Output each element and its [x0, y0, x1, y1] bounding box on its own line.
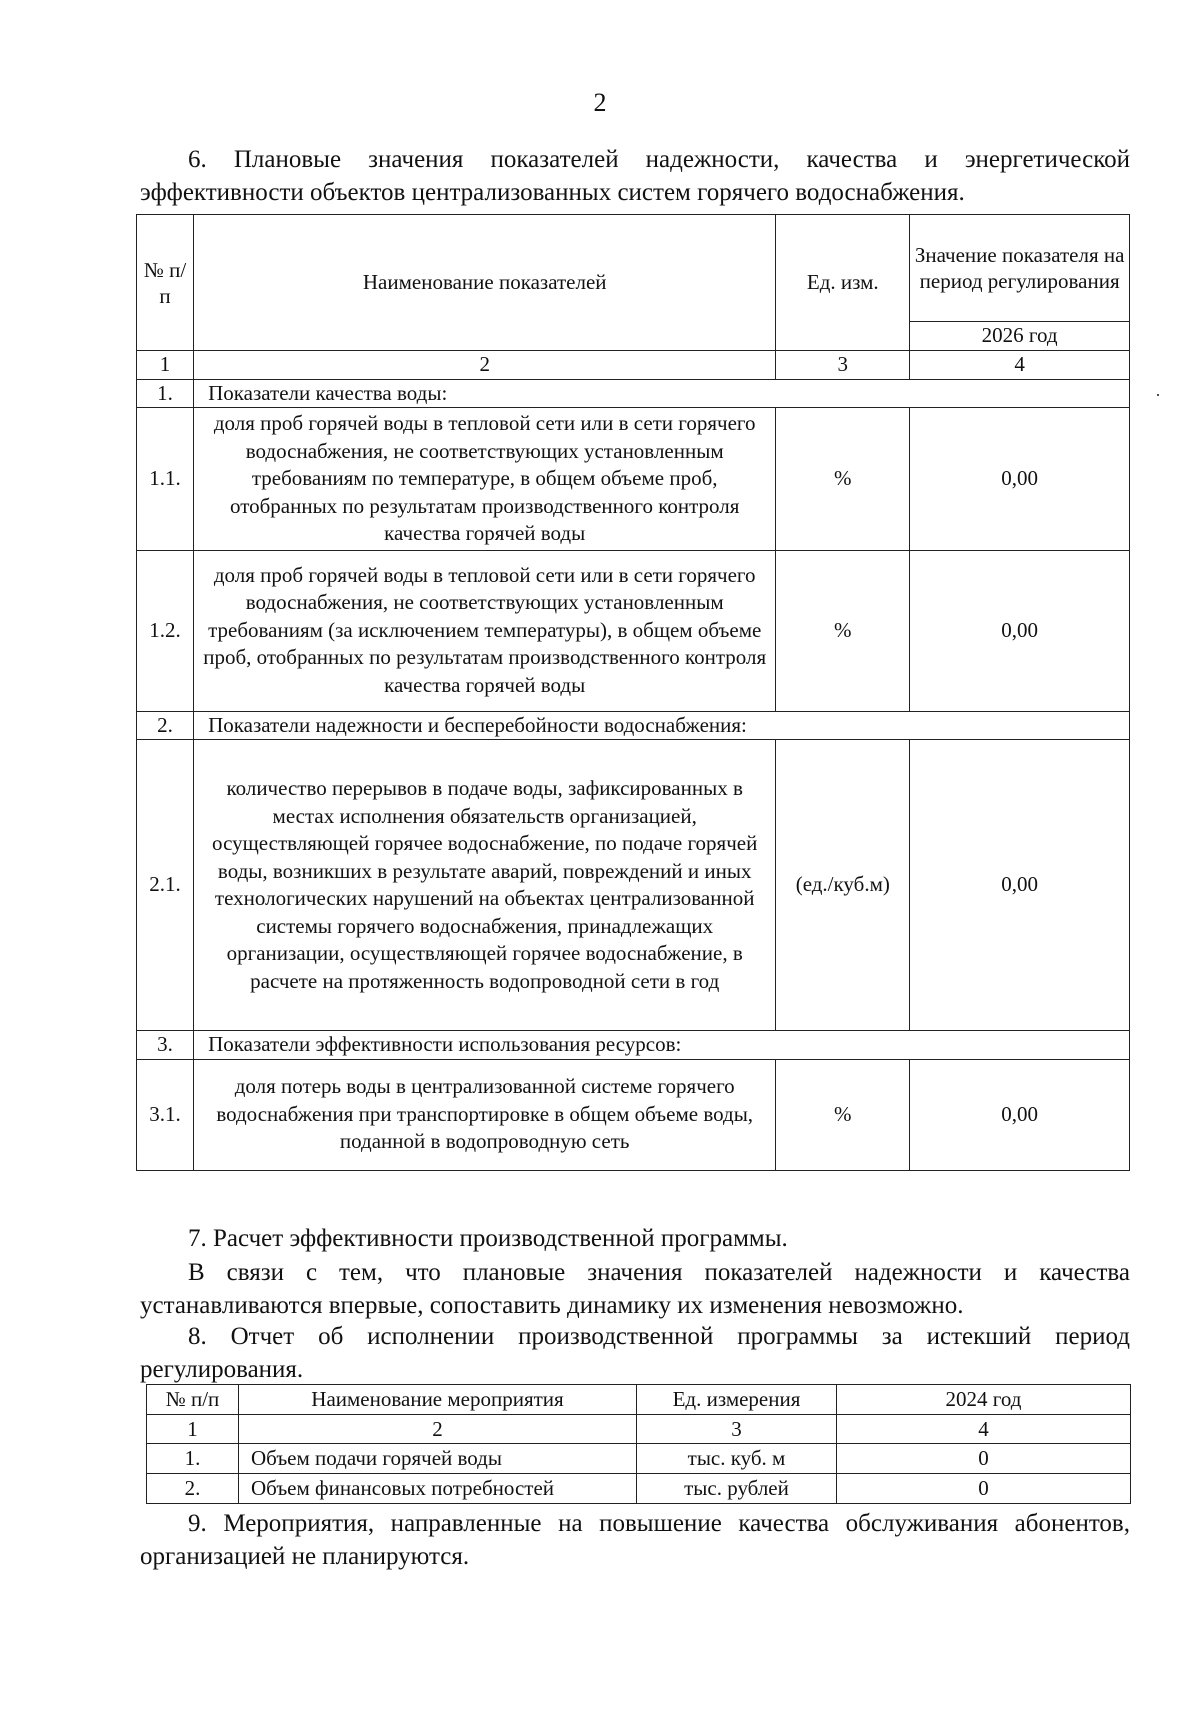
table-row [147, 1474, 1131, 1504]
indicator-description: доля проб горячей воды в тепловой сети или в сети горячего водоснабжения, не соответствующих установленным требованиям по температуре, в общем объеме проб, отобранных по результатам производственного контроля качества горячей воды [194, 408, 776, 551]
colnum: 2 [239, 1415, 637, 1444]
row-number: 1.1. [137, 408, 194, 551]
header-year: 2026 год [910, 321, 1130, 350]
activity-value: 0 [837, 1474, 1131, 1504]
column-numbers-row [147, 1415, 1131, 1444]
report-table [146, 1384, 1131, 1504]
scan-speck: · [1155, 385, 1161, 405]
section-7-text: В связи с тем, что плановые значения показателей надежности и качества устанавливаются впервые, сопоставить динамику их изменения невозможно. [140, 1259, 1130, 1319]
section-title: Показатели надежности и бесперебойности водоснабжения: [194, 711, 1130, 740]
activity-unit: тыс. куб. м [637, 1444, 837, 1474]
section-title: Показатели качества воды: [194, 379, 1130, 408]
table-row [137, 711, 1130, 740]
indicator-value: 0,00 [910, 740, 1130, 1031]
indicator-unit: (ед./куб.м) [776, 740, 910, 1031]
row-number: 3. [137, 1031, 194, 1060]
column-numbers-row [137, 351, 1130, 380]
colnum: 4 [837, 1415, 1131, 1444]
table-row [137, 550, 1130, 711]
section-title: Показатели эффективности использования ресурсов: [194, 1031, 1130, 1060]
colnum: 3 [776, 351, 910, 380]
colnum: 2 [194, 351, 776, 380]
indicator-value: 0,00 [910, 1059, 1130, 1170]
header-value: Значение показателя на период регулирования [910, 215, 1130, 322]
indicator-description: доля потерь воды в централизованной системе горячего водоснабжения при транспортировке в общем объеме воды, поданной в водопроводную сеть [194, 1059, 776, 1170]
header-no: № п/п [137, 215, 194, 351]
indicators-table [136, 214, 1130, 1171]
table-row [137, 408, 1130, 551]
page-number: 2 [593, 88, 607, 117]
section-6-heading: 6. Плановые значения показателей надежности, качества и энергетической эффективности объектов централизованных систем горячего водоснабжения. [140, 146, 1130, 206]
table-header-row [147, 1385, 1131, 1415]
header-name: Наименование мероприятия [239, 1385, 637, 1415]
colnum: 4 [910, 351, 1130, 380]
activity-value: 0 [837, 1444, 1131, 1474]
table-row [137, 1059, 1130, 1170]
row-number: 1.2. [137, 550, 194, 711]
header-name: Наименование показателей [194, 215, 776, 351]
indicator-value: 0,00 [910, 408, 1130, 551]
colnum: 1 [137, 351, 194, 380]
indicator-description: доля проб горячей воды в тепловой сети или в сети горячего водоснабжения, не соответствующих установленным требованиям (за исключением температуры), в общем объеме проб, отобранных по результатам производственного контроля качества горячей воды [194, 550, 776, 711]
table-row [137, 740, 1130, 1031]
colnum: 1 [147, 1415, 239, 1444]
table-header-row [137, 215, 1130, 322]
section-9-text: 9. Мероприятия, направленные на повышение качества обслуживания абонентов, организацией не планируются. [140, 1510, 1130, 1570]
indicator-unit: % [776, 1059, 910, 1170]
activity-unit: тыс. рублей [637, 1474, 837, 1504]
header-no: № п/п [147, 1385, 239, 1415]
row-number: 2. [137, 711, 194, 740]
table-row [137, 1031, 1130, 1060]
indicator-value: 0,00 [910, 550, 1130, 711]
row-number: 1. [137, 379, 194, 408]
section-8-heading: 8. Отчет об исполнении производственной программы за истекший период регулирования. [140, 1323, 1130, 1383]
row-number: 2. [147, 1474, 239, 1504]
row-number: 2.1. [137, 740, 194, 1031]
header-year: 2024 год [837, 1385, 1131, 1415]
header-unit: Ед. изм. [776, 215, 910, 351]
indicator-unit: % [776, 550, 910, 711]
activity-name: Объем финансовых потребностей [239, 1474, 637, 1504]
table-row [147, 1444, 1131, 1474]
row-number: 3.1. [137, 1059, 194, 1170]
table-row [137, 379, 1130, 408]
activity-name: Объем подачи горячей воды [239, 1444, 637, 1474]
indicator-description: количество перерывов в подаче воды, зафиксированных в местах исполнения обязательств организацией, осуществляющей горячее водоснабжение, по подаче горячей воды, возникших в результате аварий, повреждений и иных технологических нарушений на объектах централизованной системы горячего водоснабжения, принадлежащих организации, осуществляющей горячее водоснабжение, в расчете на протяженность водопроводной сети в год [194, 740, 776, 1031]
indicator-unit: % [776, 408, 910, 551]
section-7-heading: 7. Расчет эффективности производственной программы. [188, 1225, 788, 1252]
colnum: 3 [637, 1415, 837, 1444]
header-unit: Ед. измерения [637, 1385, 837, 1415]
row-number: 1. [147, 1444, 239, 1474]
